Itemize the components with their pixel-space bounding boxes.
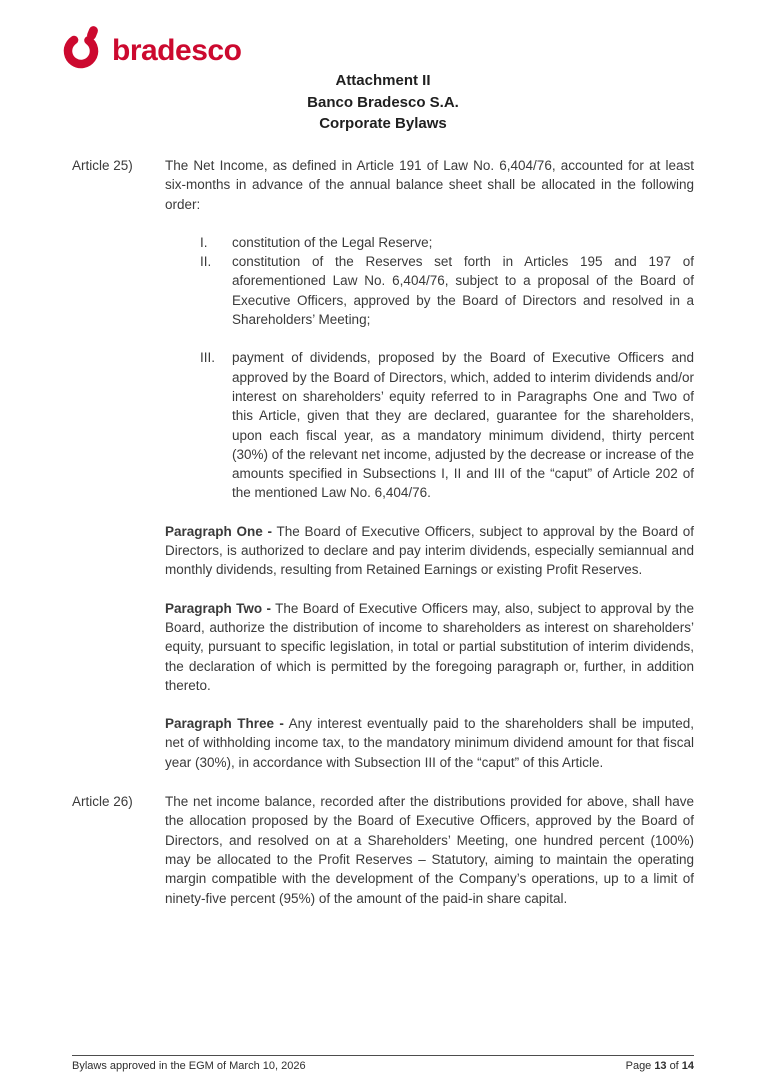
list-item-iii xyxy=(200,348,694,502)
article-25-items xyxy=(165,233,694,503)
article-26-body xyxy=(165,792,694,908)
document-body xyxy=(72,156,694,928)
page-total: 14 xyxy=(681,1060,694,1072)
of-label: of xyxy=(669,1060,679,1072)
paragraph-three xyxy=(165,714,694,772)
article-26-label: Article 26) xyxy=(72,794,133,810)
list-item-i xyxy=(200,233,694,252)
article-25-intro: The Net Income, as defined in Article 191 of Law No. 6,404/76, accounted for at least six-months in advance of the annual balance sheet shall be allocated in the following order: xyxy=(165,158,694,212)
company-title: Banco Bradesco S.A. xyxy=(307,93,459,111)
list-item-ii-numeral: II. xyxy=(200,254,212,270)
paragraph-two xyxy=(165,599,694,695)
paragraph-three-text: Any interest eventually paid to the shareholders shall be imputed, net of withholding income tax, to the mandatory minimum dividend amount for that fiscal year (30%), in accordance with Subsection III of the “caput” of this Article. xyxy=(165,716,694,770)
article-25 xyxy=(72,156,694,772)
list-item-ii-text: constitution of the Reserves set forth in Articles 195 and 197 of aforementioned Law No. 6,404/76, subject to a proposal of the Board of Executive Officers, approved by the Board of Directors and resolved in a Shareholders’ Meeting; xyxy=(232,254,694,328)
paragraph-one-text: The Board of Executive Officers, subject to approval by the Board of Directors, is authorized to declare and pay interim dividends, especially semiannual and monthly dividends, resulting from Retained Earnings or existing Profit Reserves. xyxy=(165,523,694,578)
list-item-iii-text: payment of dividends, proposed by the Board of Executive Officers and approved by the Board of Directors, which, added to interim dividends and/or interest on shareholders’ equity referred to in Paragraphs One and Two of this Article, given that they are declared, guarantee for the shareholders, upon each fiscal year, as a mandatory minimum dividend, thirty percent (30%) of the relevant net income, adjusted by the decrease or increase of the amounts specified in Subsections I, II and III of the “caput” of Article 202 of the mentioned Law No. 6,404/76. xyxy=(232,350,694,501)
page-label: Page xyxy=(625,1060,652,1072)
document-title-block xyxy=(0,70,766,135)
article-26-intro: The net income balance, recorded after the distributions provided for above, shall have the allocation proposed by the Board of Executive Officers, approved by the Board of Directors, and resolved on at a Shareholders’ Meeting, one hundred percent (100%) may be allocated to the Profit Reserves – Statutory, aiming to maintain the operating margin compatible with the development of the Company’s operations, up to a limit of ninety-five percent (95%) of the amount of the paid-in share capital. xyxy=(165,794,694,906)
document-title: Corporate Bylaws xyxy=(319,115,447,132)
article-25-label: Article 25) xyxy=(72,158,133,173)
attachment-title: Attachment II xyxy=(335,72,431,89)
list-item-iii-numeral: III. xyxy=(200,350,216,366)
paragraph-one-label: Paragraph One - xyxy=(165,523,273,539)
bradesco-logo xyxy=(60,24,241,72)
article-26 xyxy=(72,792,694,908)
article-25-body xyxy=(165,156,694,772)
footer-approval-note: Bylaws approved in the EGM of March 10, 2026 xyxy=(72,1060,306,1072)
list-item-i-numeral: I. xyxy=(200,234,208,250)
list-item-i-text: constitution of the Legal Reserve; xyxy=(232,234,433,250)
paragraph-one xyxy=(165,522,694,580)
bradesco-logo-wordmark: bradesco xyxy=(112,34,242,67)
bradesco-logo-icon xyxy=(60,24,106,72)
paragraph-two-label: Paragraph Two - xyxy=(165,600,271,616)
paragraph-three-label: Paragraph Three - xyxy=(165,716,284,732)
page-number: 13 xyxy=(654,1060,667,1072)
list-item-ii xyxy=(200,252,694,329)
footer-page-info xyxy=(623,1060,694,1072)
page-footer xyxy=(72,1055,694,1072)
paragraph-two-text: The Board of Executive Officers may, also, subject to approval by the Board, authorize the distribution of income to shareholders as interest on shareholders’ equity, pursuant to specific legislation, in total or partial substitution of interim dividends, the declaration of which is permitted by the foregoing paragraph or, further, in addition thereto. xyxy=(165,600,694,693)
